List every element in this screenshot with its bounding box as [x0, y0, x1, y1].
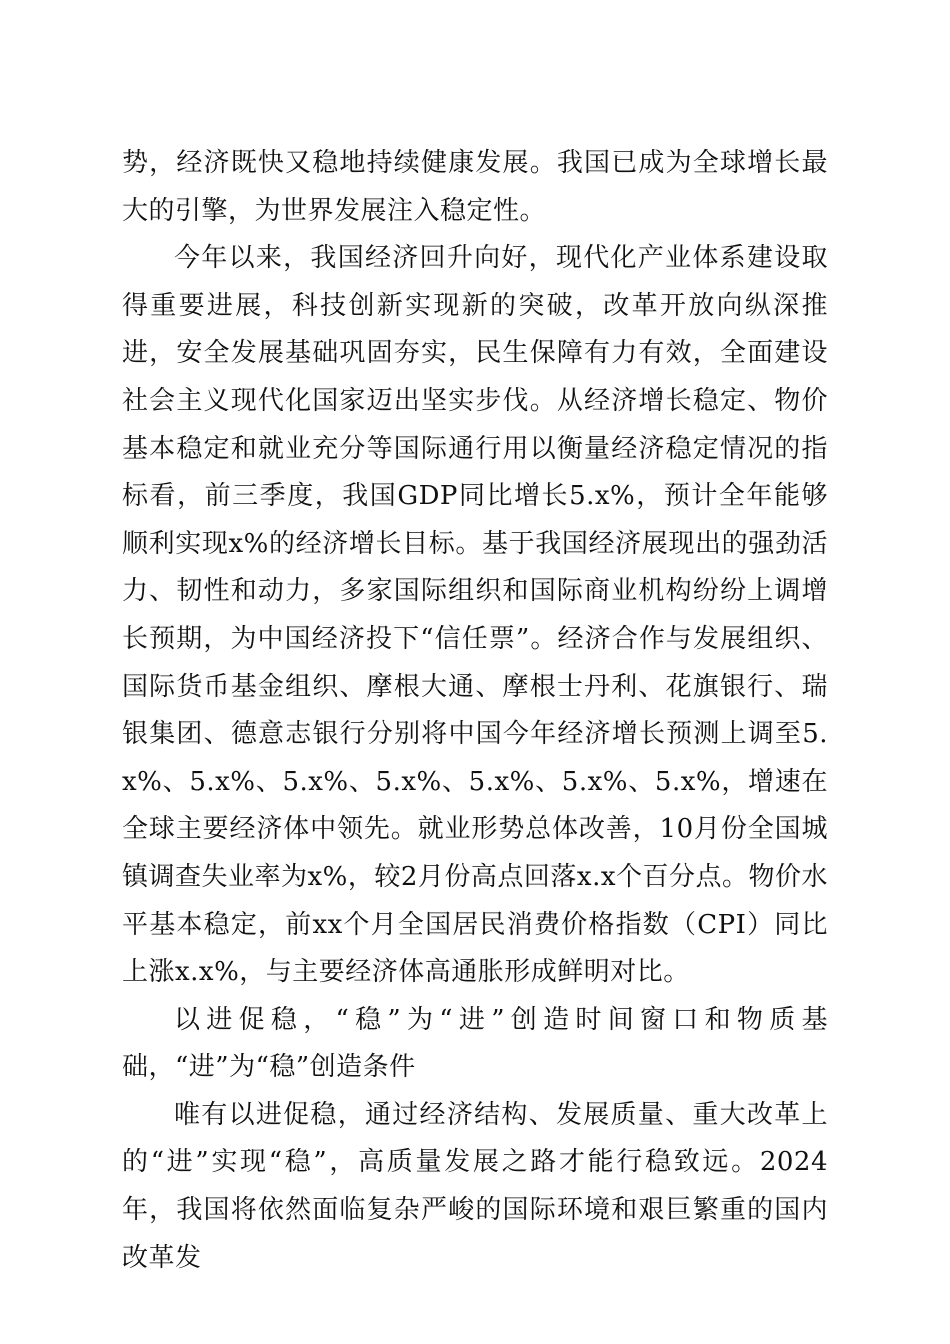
- paragraph-progress-stability: 唯有以进促稳，通过经济结构、发展质量、重大改革上的“进”实现“稳”，高质量发展之路才能行稳致远。2024年，我国将依然面临复杂严峻的国际环境和艰巨繁重的国内改革发: [122, 1099, 828, 1273]
- section-heading: 以进促稳，“稳”为“进”创造时间窗口和物质基础，“进”为“稳”创造条件: [122, 1004, 828, 1083]
- paragraph-economic-recovery: 今年以来，我国经济回升向好，现代化产业体系建设取得重要进展，科技创新实现新的突破，改革开放向纵深推进，安全发展基础巩固夯实，民生保障有力有效，全面建设社会主义现代化国家迈出坚实步伐。从经济增长稳定、物价基本稳定和就业充分等国际通行用以衡量经济稳定情况的指标看，前三季度，我国GDP同比增长5.x%，预计全年能够顺利实现x%的经济增长目标。基于我国经济展现出的强劲活力、韧性和动力，多家国际组织和国际商业机构纷纷上调增长预期，为中国经济投下“信任票”。经济合作与发展组织、国际货币基金组织、摩根大通、摩根士丹利、花旗银行、瑞银集团、德意志银行分别将中国今年经济增长预测上调至5.x%、5.x%、5.x%、5.x%、5.x%、5.x%、5.x%，增速在全球主要经济体中领先。就业形势总体改善，10月份全国城镇调查失业率为x%，较2月份高点回落x.x个百分点。物价水平基本稳定，前xx个月全国居民消费价格指数（CPI）同比上涨x.x%，与主要经济体高通胀形成鲜明对比。: [122, 243, 829, 988]
- paragraph-continuation: 势，经济既快又稳地持续健康发展。我国已成为全球增长最大的引擎，为世界发展注入稳定性。: [122, 148, 828, 226]
- document-body: [122, 140, 828, 1282]
